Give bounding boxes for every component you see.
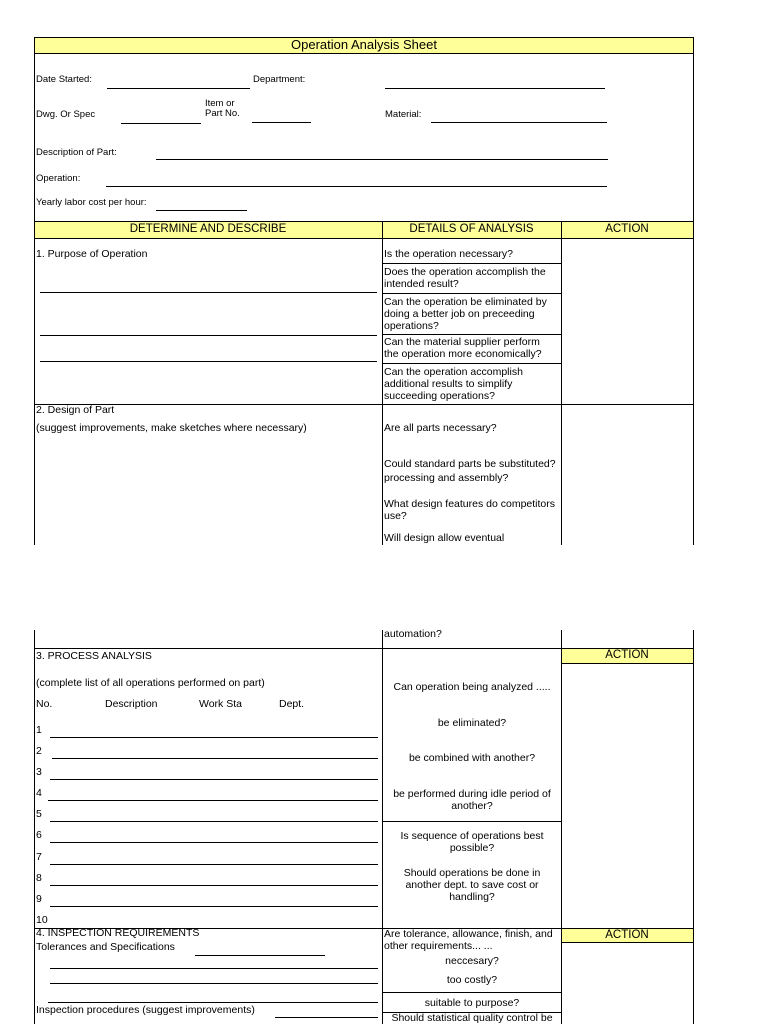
process-row-number: 8 bbox=[36, 872, 42, 884]
design-question: Could standard parts be substituted? bbox=[384, 458, 556, 470]
process-row-line bbox=[50, 885, 378, 886]
column-divider-action bbox=[561, 221, 562, 545]
purpose-answer-line bbox=[40, 361, 377, 362]
question-separator bbox=[382, 821, 561, 822]
design-heading: 2. Design of Part bbox=[36, 404, 115, 416]
tolerances-answer-line bbox=[50, 983, 378, 984]
purpose-question: Can the material supplier perform the operation more economically? bbox=[384, 336, 542, 360]
process-row-line bbox=[50, 906, 378, 907]
process-row-line bbox=[50, 779, 378, 780]
inspection-action-label: ACTION bbox=[605, 929, 649, 941]
process-col-no: No. bbox=[36, 698, 53, 710]
column-header-details: DETAILS OF ANALYSIS bbox=[409, 223, 534, 235]
operation-label: Operation: bbox=[36, 173, 81, 184]
column-header-bottom-rule bbox=[34, 238, 694, 239]
table-border-top bbox=[34, 37, 694, 38]
process-col-dept: Dept. bbox=[279, 698, 305, 710]
process-question: be performed during idle period of another? bbox=[393, 788, 551, 812]
process-heading: 3. PROCESS ANALYSIS bbox=[36, 650, 152, 662]
process-row-number: 4 bbox=[36, 787, 42, 799]
material-label: Material: bbox=[385, 109, 422, 120]
title-bar-bottom-rule bbox=[34, 53, 694, 54]
purpose-heading: 1. Purpose of Operation bbox=[36, 248, 148, 260]
inspection-question: suitable to purpose? bbox=[424, 997, 520, 1009]
dwg-spec-label: Dwg. Or Spec bbox=[36, 109, 96, 120]
process-question: Is sequence of operations best possible? bbox=[400, 830, 544, 854]
tolerances-answer-line bbox=[48, 1002, 378, 1003]
column-header-action: ACTION bbox=[605, 223, 649, 235]
process-row-number: 2 bbox=[36, 745, 42, 757]
table-border-left bbox=[34, 630, 35, 1024]
process-question: Can operation being analyzed ..... bbox=[393, 681, 551, 693]
design-question: Will design allow eventual bbox=[384, 532, 505, 544]
process-row-number: 3 bbox=[36, 766, 42, 778]
process-col-work-station: Work Sta bbox=[199, 698, 242, 710]
purpose-question: Is the operation necessary? bbox=[384, 248, 513, 260]
column-divider-action bbox=[561, 630, 562, 1024]
question-separator bbox=[382, 293, 561, 294]
date-started-line bbox=[107, 88, 250, 89]
process-row-line bbox=[48, 800, 378, 801]
table-border-right bbox=[693, 37, 694, 545]
operation-line bbox=[106, 186, 607, 187]
process-row-line bbox=[50, 842, 378, 843]
process-col-description: Description bbox=[105, 698, 158, 710]
process-action-label: ACTION bbox=[605, 649, 649, 661]
column-header-determine: DETERMINE AND DESCRIBE bbox=[129, 223, 287, 235]
process-question: be eliminated? bbox=[437, 717, 507, 729]
process-row-line bbox=[50, 821, 378, 822]
process-row-number: 9 bbox=[36, 893, 42, 905]
labor-cost-label: Yearly labor cost per hour: bbox=[36, 197, 147, 208]
process-question: be combined with another? bbox=[408, 752, 536, 764]
question-separator bbox=[382, 263, 561, 264]
process-row-number: 1 bbox=[36, 724, 42, 736]
description-of-part-line bbox=[156, 159, 608, 160]
process-row-number: 10 bbox=[36, 914, 48, 926]
date-started-label: Date Started: bbox=[36, 74, 92, 85]
question-separator bbox=[382, 363, 561, 364]
process-row-line bbox=[50, 864, 378, 865]
design-question: What design features do competitors use? bbox=[384, 498, 556, 522]
tolerances-line bbox=[195, 955, 325, 956]
purpose-answer-line bbox=[40, 335, 377, 336]
purpose-question: Can the operation accomplish additional results to simplify succeeding operations? bbox=[384, 366, 523, 402]
part-no-line bbox=[252, 122, 311, 123]
purpose-question: Does the operation accomplish the intended result? bbox=[384, 266, 546, 290]
inspection-action-bottom-rule bbox=[561, 942, 694, 943]
process-row-line bbox=[52, 758, 378, 759]
tolerances-label: Tolerances and Specifications bbox=[36, 941, 175, 953]
inspection-procedures-label: Inspection procedures (suggest improvements) bbox=[36, 1004, 255, 1016]
question-separator bbox=[382, 992, 561, 993]
process-row-number: 7 bbox=[36, 851, 42, 863]
purpose-answer-line bbox=[40, 292, 377, 293]
design-note: (suggest improvements, make sketches where necessary) bbox=[36, 422, 307, 434]
table-border-right bbox=[693, 630, 694, 1024]
purpose-question: Can the operation be eliminated by doing a better job on preceeding operations? bbox=[384, 296, 547, 332]
column-divider-details bbox=[382, 221, 383, 545]
question-separator bbox=[382, 334, 561, 335]
department-line bbox=[385, 88, 605, 89]
inspection-question: Should statistical quality control be bbox=[391, 1012, 553, 1024]
process-row-number: 6 bbox=[36, 829, 42, 841]
description-of-part-label: Description of Part: bbox=[36, 147, 117, 158]
labor-cost-line bbox=[156, 210, 247, 211]
inspection-question: neccesary? bbox=[445, 955, 499, 967]
part-no-label: Part No. bbox=[205, 108, 240, 119]
process-row-line bbox=[50, 737, 378, 738]
design-question: Are all parts necessary? bbox=[384, 422, 497, 434]
inspection-heading: 4. INSPECTION REQUIREMENTS bbox=[36, 927, 200, 939]
process-note: (complete list of all operations performed on part) bbox=[36, 677, 265, 689]
tolerances-answer-line bbox=[50, 968, 378, 969]
item-or-label: Item or bbox=[205, 98, 235, 109]
inspection-question: too costly? bbox=[446, 974, 498, 986]
process-action-bottom-rule bbox=[561, 663, 694, 664]
section-divider bbox=[34, 404, 694, 405]
design-question: automation? bbox=[384, 628, 442, 640]
design-question: processing and assembly? bbox=[384, 472, 509, 484]
process-row-number: 5 bbox=[36, 808, 42, 820]
dwg-spec-line bbox=[121, 123, 201, 124]
inspection-procedures-line bbox=[275, 1017, 378, 1018]
inspection-question: Are tolerance, allowance, finish, and other requirements... ... bbox=[384, 928, 553, 952]
process-question: Should operations be done in another dept. to save cost or handling? bbox=[403, 867, 541, 903]
page-title: Operation Analysis Sheet bbox=[291, 37, 437, 52]
department-label: Department: bbox=[253, 74, 306, 85]
material-line bbox=[431, 122, 607, 123]
table-border-left bbox=[34, 37, 35, 545]
